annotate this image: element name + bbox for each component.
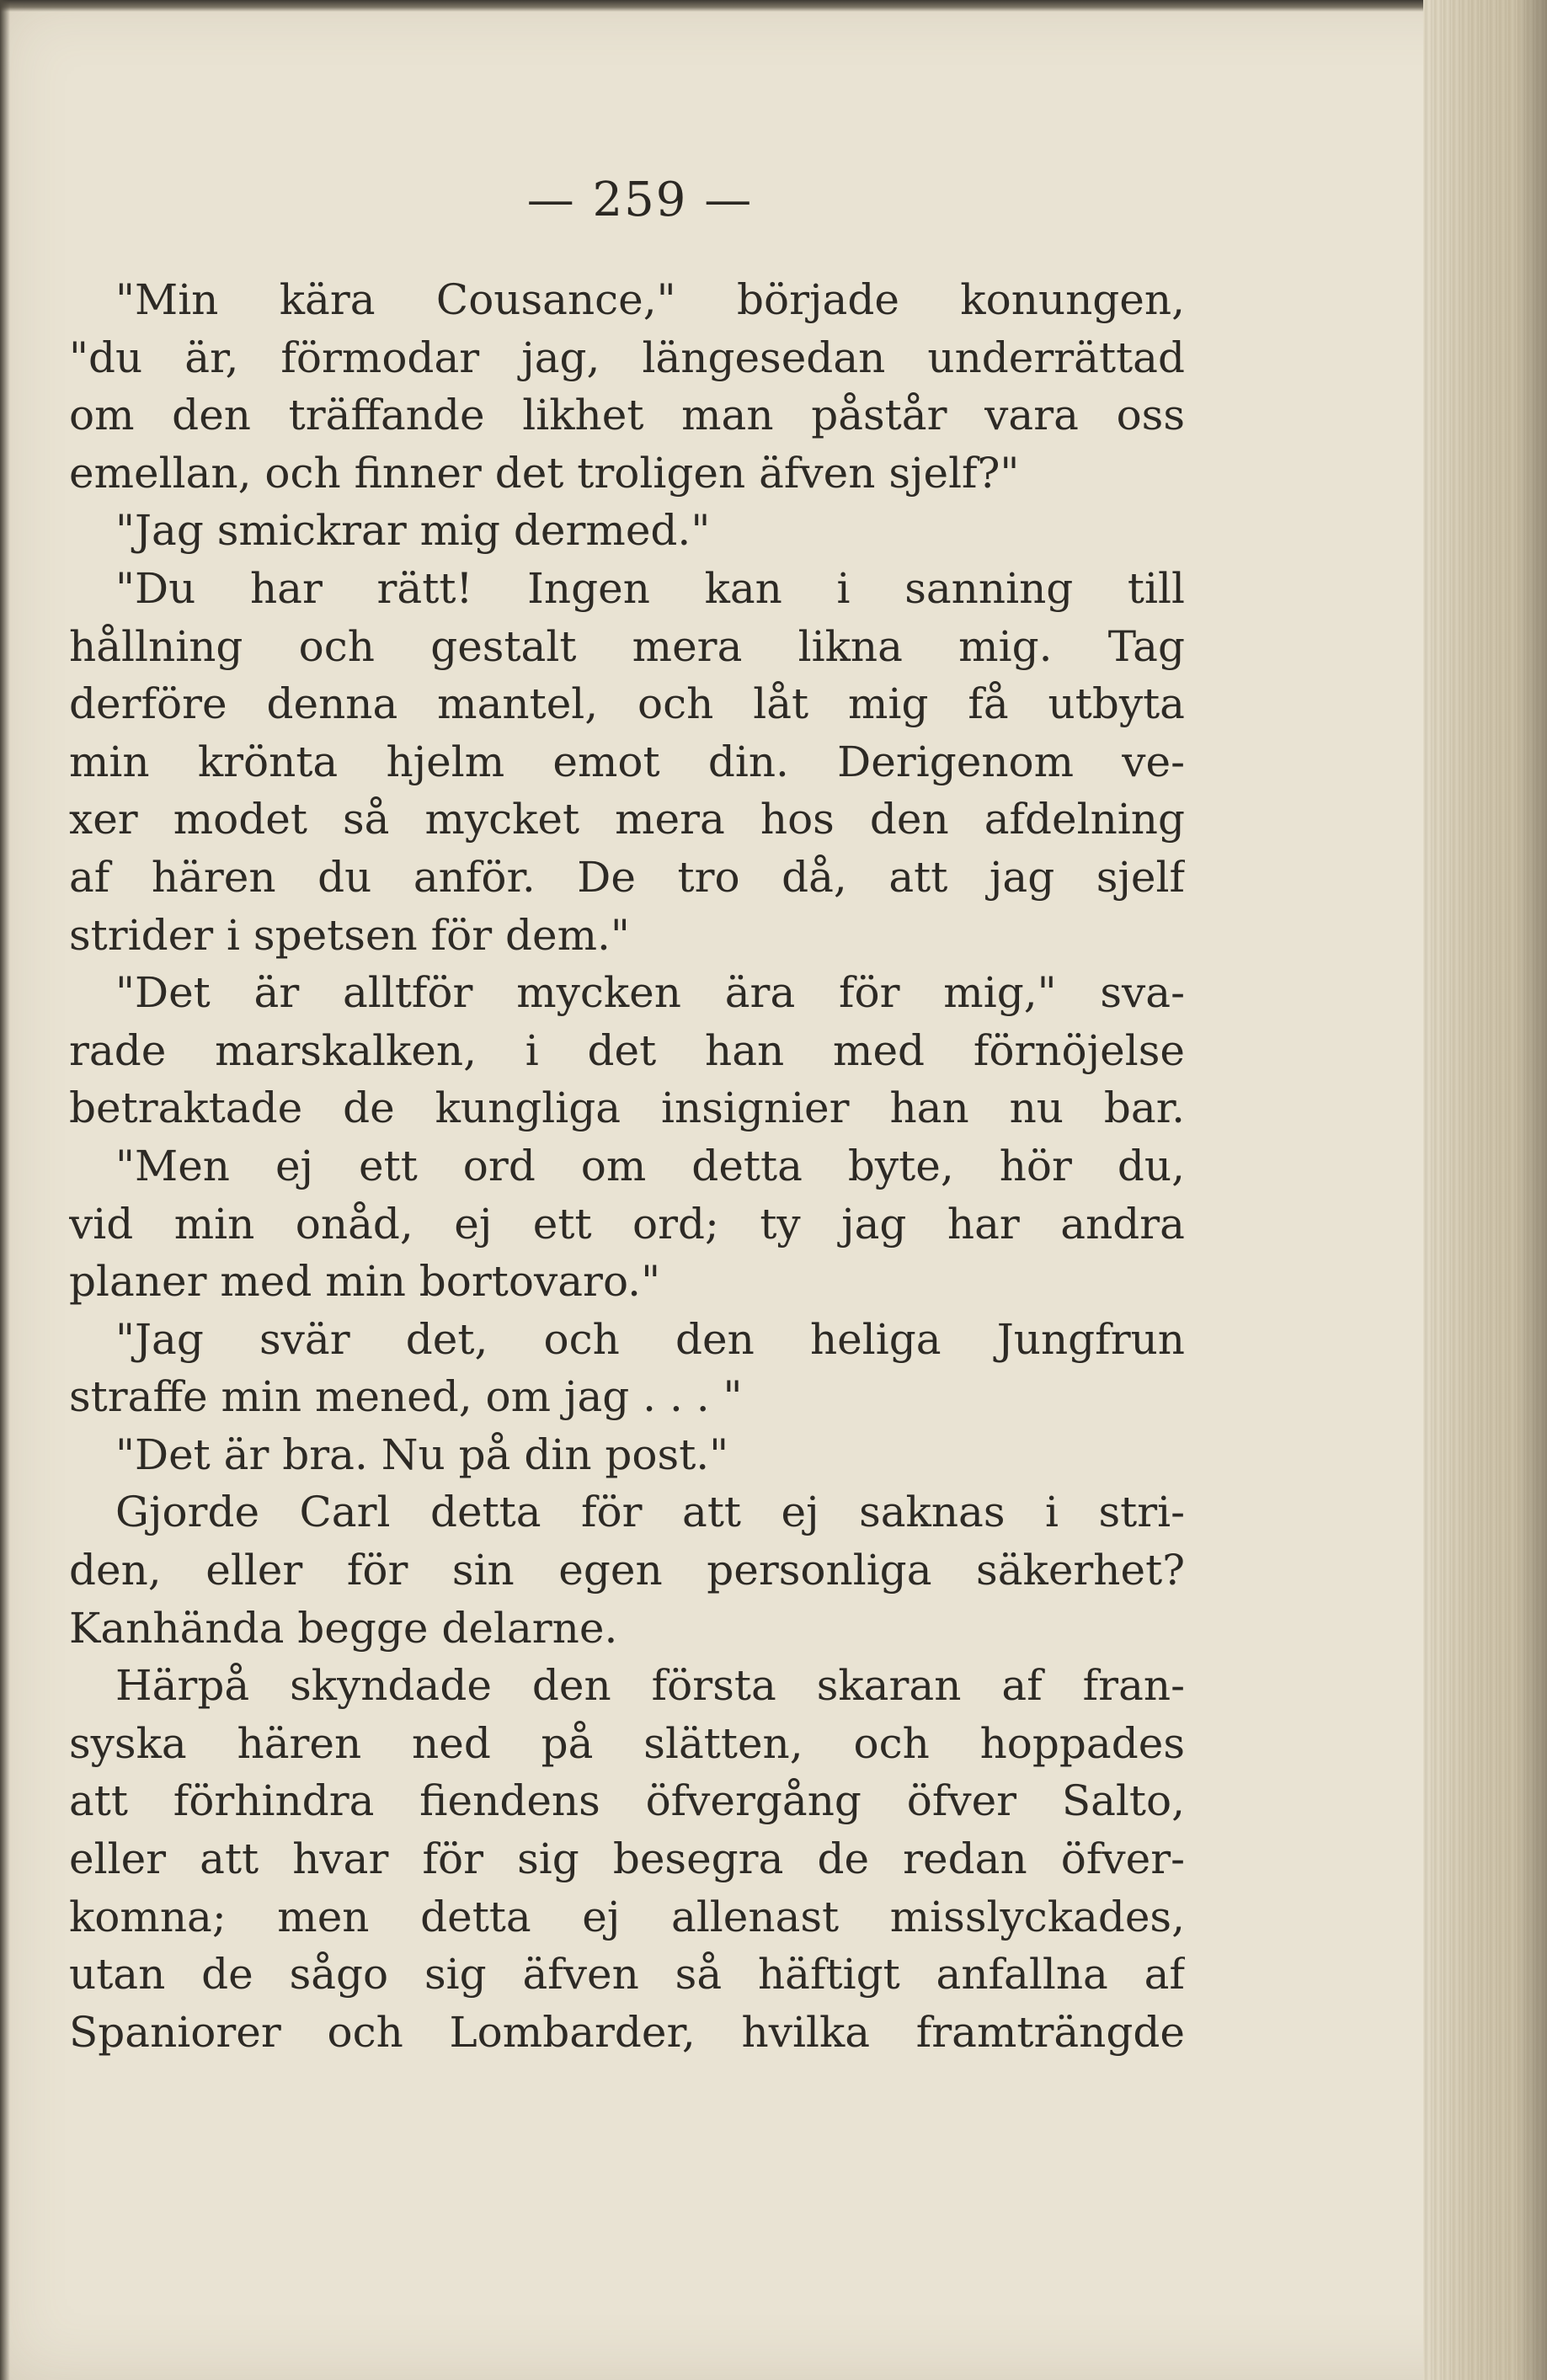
text-line: straffe min mened, om jag . . . ": [69, 1372, 743, 1422]
text-line: att förhindra fiendens öfvergång öfver Salto,: [69, 1776, 1185, 1826]
text-line: rade marskalken, i det han med förnöjelse: [69, 1025, 1185, 1075]
page-left-edge: [0, 0, 10, 2380]
text-line: planer med min bortovaro.": [69, 1257, 661, 1307]
text-line: vid min onåd, ej ett ord; ty jag har andra: [69, 1199, 1185, 1249]
text-line: "Jag smickrar mig dermed.": [115, 506, 711, 556]
text-line: eller att hvar för sig besegra de redan öfver-: [69, 1834, 1185, 1884]
text-line: "Min kära Cousance," började konungen,: [115, 275, 1185, 324]
page-top-edge: [0, 0, 1547, 12]
text-line: Gjorde Carl detta för att ej saknas i stri-: [115, 1488, 1185, 1537]
text-line: xer modet så mycket mera hos den afdelning: [69, 795, 1185, 844]
text-line: "Det är bra. Nu på din post.": [115, 1430, 729, 1479]
text-line: komna; men detta ej allenast misslyckades,: [69, 1892, 1185, 1941]
text-line: "Men ej ett ord om detta byte, hör du,: [115, 1141, 1185, 1190]
text-line: "Jag svär det, och den heliga Jungfrun: [115, 1314, 1185, 1364]
body-text: [69, 271, 1185, 2061]
text-line: emellan, och finner det troligen äfven sjelf?": [69, 448, 1020, 498]
text-line: min krönta hjelm emot din. Derigenom ve-: [69, 737, 1185, 786]
text-line: betraktade de kungliga insignier han nu bar.: [69, 1084, 1185, 1133]
text-line: hållning och gestalt mera likna mig. Tag: [69, 621, 1185, 671]
page-number: — 259 —: [526, 173, 754, 227]
text-line: Kanhända begge delarne.: [69, 1603, 618, 1653]
text-line: af hären du anför. De tro då, att jag sjelf: [69, 852, 1185, 902]
book-spine-shadow: [1516, 0, 1547, 2380]
text-line: "Det är alltför mycken ära för mig," sva-: [115, 968, 1185, 1018]
text-line: Härpå skyndade den första skaran af fran-: [115, 1661, 1185, 1711]
text-line: utan de sågo sig äfven så häftigt anfallna af: [69, 1950, 1185, 1999]
text-line: den, eller för sin egen personliga säkerhet?: [69, 1546, 1185, 1595]
text-line: strider i spetsen för dem.": [69, 910, 630, 960]
text-line: derföre denna mantel, och låt mig få utbyta: [69, 679, 1185, 729]
text-line: "du är, förmodar jag, längesedan underrättad: [69, 333, 1185, 382]
text-line: "Du har rätt! Ingen kan i sanning till: [115, 563, 1185, 613]
text-line: syska hären ned på slätten, och hoppades: [69, 1718, 1185, 1768]
text-line: om den träffande likhet man påstår vara oss: [69, 391, 1185, 440]
text-line: Spaniorer och Lombarder, hvilka framträngde: [69, 2007, 1185, 2057]
